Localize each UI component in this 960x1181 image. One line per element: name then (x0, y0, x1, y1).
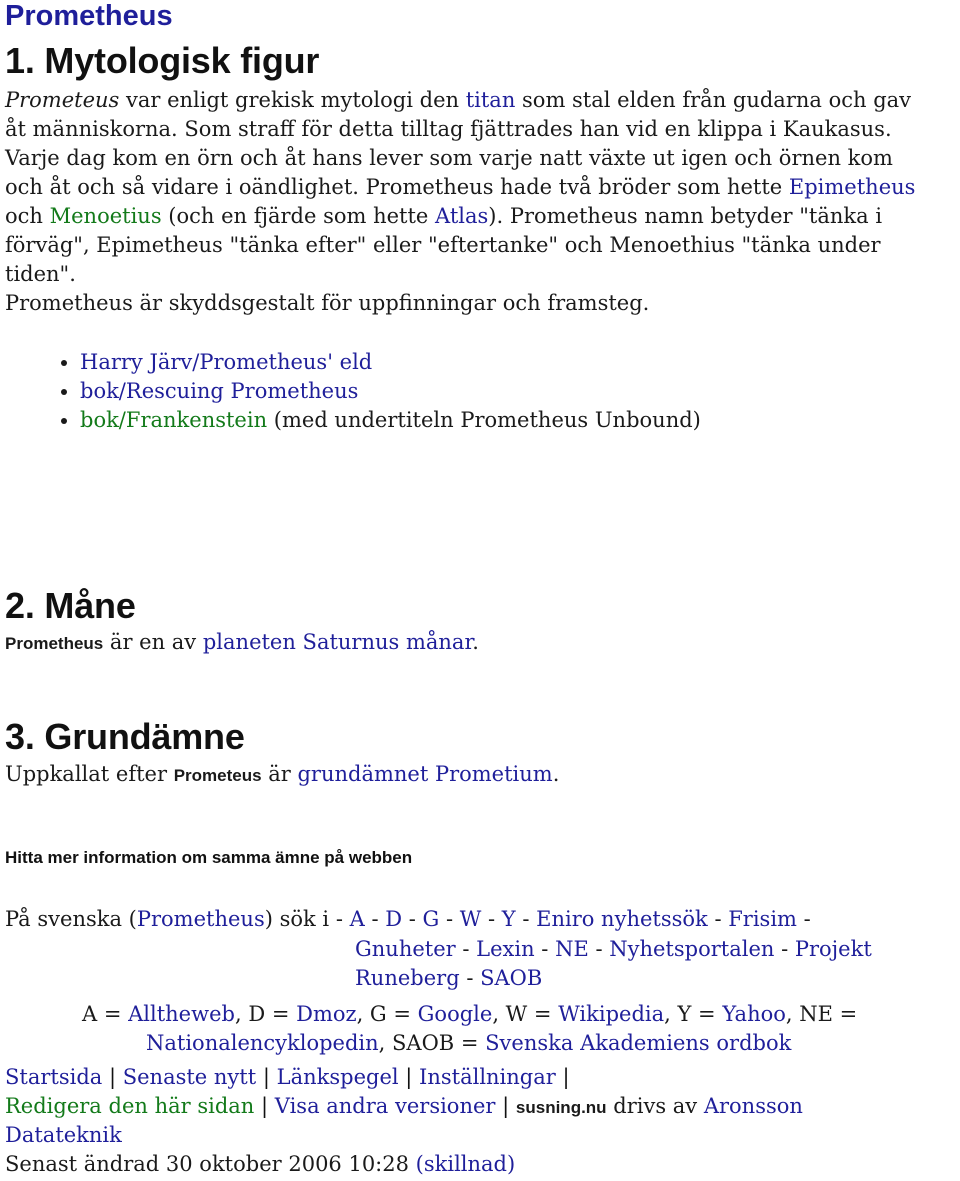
link-titan[interactable]: titan (465, 88, 516, 112)
text: åt människorna. Som straff för detta tilltag fjättrades han vid en klippa i Kaukasus. (5, 117, 892, 141)
text: , G = (356, 1002, 418, 1026)
text: , D = (234, 1002, 297, 1026)
text: (med undertiteln Prometheus Unbound) (267, 408, 701, 432)
text: ) sök i - (264, 907, 350, 931)
text: , SAOB = (378, 1031, 486, 1055)
link-lexin[interactable]: Lexin (476, 937, 535, 961)
list-item (80, 377, 701, 406)
element-paragraph (5, 760, 960, 790)
separator: - (534, 937, 556, 961)
link-projekt-runeberg-2[interactable]: Runeberg (355, 966, 460, 990)
footer-edit (5, 1092, 803, 1122)
text: Varje dag kom en örn och åt hans lever som varje natt växte ut igen och örnen kom (5, 146, 893, 170)
search-line (5, 905, 811, 934)
link-wikipedia[interactable]: Wikipedia (558, 1002, 665, 1026)
link-gnuheter[interactable]: Gnuheter (355, 937, 456, 961)
link-yahoo[interactable]: Yahoo (722, 1002, 786, 1026)
text: var enligt grekisk mytologi den (119, 88, 466, 112)
moon-paragraph (5, 628, 960, 658)
link-alltheweb[interactable]: Alltheweb (128, 1002, 235, 1026)
separator: | (405, 1065, 413, 1089)
link-prometium[interactable]: grundämnet Prometium (297, 762, 553, 786)
link-frisim[interactable]: Frisim (728, 907, 797, 931)
last-modified-text: Senast ändrad 30 oktober 2006 10:28 (5, 1152, 416, 1176)
link-search-a[interactable]: A (349, 907, 365, 931)
link-search-g[interactable]: G (422, 907, 440, 931)
link-search-term[interactable]: Prometheus (136, 907, 265, 931)
text: är (261, 762, 298, 786)
text: . (552, 762, 560, 786)
link-eniro[interactable]: Eniro nyhetssök (536, 907, 708, 931)
link-menoetius[interactable]: Menoetius (49, 204, 162, 228)
separator: - (364, 907, 386, 931)
web-search-heading: Hitta mer information om samma ämne på webben (5, 848, 413, 867)
separator: | (108, 1065, 117, 1089)
section-heading-element: 3. Grundämne (5, 716, 245, 757)
separator: - (481, 907, 502, 931)
link-dmoz[interactable]: Dmoz (296, 1002, 357, 1026)
separator: | (562, 1065, 570, 1089)
link-saturn-moons[interactable]: planeten Saturnus månar (202, 630, 473, 654)
site-name: susning.nu (515, 1098, 607, 1117)
list-item (80, 406, 701, 435)
link-search-w[interactable]: W (459, 907, 482, 931)
separator: - (439, 907, 460, 931)
link-other-versions[interactable]: Visa andra versioner (274, 1094, 496, 1118)
separator: - (796, 907, 811, 931)
separator: - (588, 937, 610, 961)
link-saob[interactable]: SAOB (480, 966, 543, 990)
search-line (355, 935, 872, 964)
bold-name: Prometeus (173, 766, 262, 785)
text: , W = (492, 1002, 559, 1026)
text: är en av (103, 630, 203, 654)
mythology-paragraph (5, 86, 960, 318)
text: och åt och så vidare i oändlighet. Prometheus hade två bröder som hette (5, 175, 789, 199)
text: , NE = (785, 1002, 858, 1026)
separator: | (261, 1094, 269, 1118)
reference-list (0, 348, 701, 435)
text: och (5, 204, 50, 228)
text: På svenska ( (5, 907, 137, 931)
link-aronsson[interactable]: Aronsson (703, 1094, 803, 1118)
footer-line (5, 1121, 122, 1150)
link-epimetheus[interactable]: Epimetheus (788, 175, 916, 199)
separator: - (515, 907, 537, 931)
text: drivs av (606, 1094, 704, 1118)
link-diff[interactable]: (skillnad) (415, 1152, 516, 1176)
link-rescuing-prometheus[interactable]: bok/Rescuing Prometheus (80, 379, 359, 403)
link-installningar[interactable]: Inställningar (419, 1065, 556, 1089)
separator: - (402, 907, 423, 931)
link-edit-page[interactable]: Redigera den här sidan (5, 1094, 255, 1118)
link-svenska-akademiens-ordbok[interactable]: Svenska Akademiens ordbok (485, 1031, 792, 1055)
link-harry-jarv[interactable]: Harry Järv/Prometheus' eld (80, 350, 373, 374)
text: , Y = (664, 1002, 723, 1026)
bold-name: Prometheus (5, 634, 104, 653)
link-search-d[interactable]: D (385, 907, 403, 931)
text: A = (82, 1002, 129, 1026)
separator: | (262, 1065, 270, 1089)
link-projekt-runeberg-1[interactable]: Projekt (794, 937, 872, 961)
link-frankenstein[interactable]: bok/Frankenstein (80, 408, 268, 432)
link-nationalencyklopedin[interactable]: Nationalencyklopedin (146, 1031, 379, 1055)
link-datateknik[interactable]: Datateknik (5, 1123, 122, 1147)
text: tiden". (5, 262, 76, 286)
text: ). Prometheus namn betyder "tänka i (488, 204, 883, 228)
page-title: Prometheus (5, 0, 173, 32)
footer-nav (5, 1063, 570, 1092)
text: Prometheus är skyddsgestalt för uppfinningar och framsteg. (5, 291, 650, 315)
text: förväg", Epimetheus "tänka efter" eller "eftertanke" och Menoethius "tänka under (5, 233, 881, 257)
italic-name: Prometeus (5, 88, 120, 112)
text: som stal elden från gudarna och gav (515, 88, 912, 112)
separator: | (502, 1094, 510, 1118)
separator: - (774, 937, 795, 961)
last-modified (5, 1150, 515, 1179)
link-search-y[interactable]: Y (501, 907, 516, 931)
section-heading-moon: 2. Måne (5, 585, 136, 626)
link-senaste-nytt[interactable]: Senaste nytt (122, 1065, 257, 1089)
separator: - (707, 907, 729, 931)
link-nyhetsportalen[interactable]: Nyhetsportalen (609, 937, 775, 961)
link-ne[interactable]: NE (555, 937, 589, 961)
link-lankspegel[interactable]: Länkspegel (276, 1065, 399, 1089)
separator: - (455, 937, 477, 961)
search-legend (82, 1000, 857, 1029)
text: Uppkallat efter (5, 762, 174, 786)
link-startsida[interactable]: Startsida (5, 1065, 103, 1089)
list-item (80, 348, 701, 377)
separator: - (459, 966, 481, 990)
link-atlas[interactable]: Atlas (435, 204, 489, 228)
search-line (355, 964, 542, 993)
search-legend (146, 1029, 791, 1058)
section-heading-mythology: 1. Mytologisk figur (5, 40, 320, 81)
link-google[interactable]: Google (417, 1002, 493, 1026)
text: . (472, 630, 479, 654)
text: (och en fjärde som hette (161, 204, 436, 228)
